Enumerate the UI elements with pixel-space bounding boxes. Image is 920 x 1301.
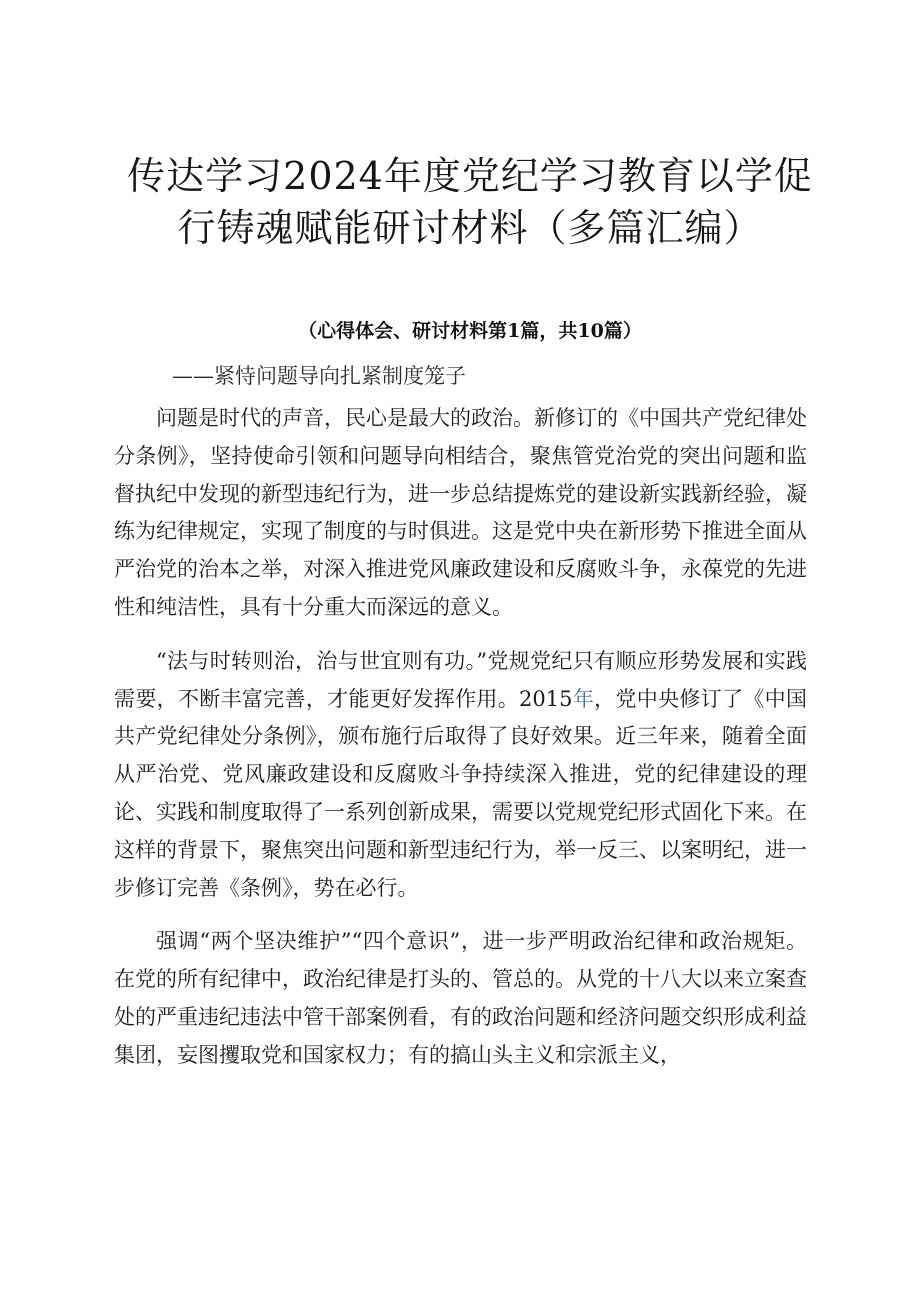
document-subtitle: （心得体会、研讨材料第1篇，共10篇） <box>298 320 642 342</box>
paragraph-1: 问题是时代的声音，民心是最大的政治。新修订的《中国共产党纪律处分条例》，坚持使命引领和问题导向相结合，聚焦管党治党的突出问题和监督执纪中发现的新型违纪行为，进一步总结提炼党的建设新实践新经验，凝练为纪律规定，实现了制度的与时俱进。这是党中央在新形势下推进全面从严治党的治本之举，对深入推进党风廉政建设和反腐败斗争，永葆党的先进性和纯洁性，具有十分重大而深远的意义。 <box>114 406 807 619</box>
paragraph-3: 强调“两个坚决维护”“四个意识”，进一步严明政治纪律和政治规矩。在党的所有纪律中，政治纪律是打头的、管总的。从党的十八大以来立案查处的严重违纪违法中管干部案例看，有的政治问题和经济问题交织形成利益集团，妄图攫取党和国家权力；有的搞山头主义和宗派主义， <box>114 929 807 1067</box>
paragraph-2-year-char: 年 <box>572 686 595 711</box>
paragraph-2 <box>114 643 807 908</box>
section-heading: ——紧恃问题导向扎紧制度笼子 <box>172 364 466 388</box>
paragraph-2-part-1: “法与时转则治，治与世宜则有功。”党规党纪只有顺应形势发展和实践需要，不断丰富完善，才能更好发挥作用。2015 <box>114 648 807 711</box>
paragraph-2-part-2: ，党中央修订了《中国共产党纪律处分条例》，颁布施行后取得了良好效果。近三年来，随着全面从严治党、党风廉政建设和反腐败斗争持续深入推进，党的纪律建设的理论、实践和制度取得了一系列创新成果，需要以党规党纪形式固化下来。在这样的背景下，聚焦突出问题和新型违纪行为，举一反三、以案明纪，进一步修订完善《条例》，势在必行。 <box>114 686 808 900</box>
document-title: 传达学习2024年度党纪学习教育以学促行铸魂赋能研讨材料（多篇汇编） <box>127 154 813 250</box>
document-body <box>114 400 807 1075</box>
